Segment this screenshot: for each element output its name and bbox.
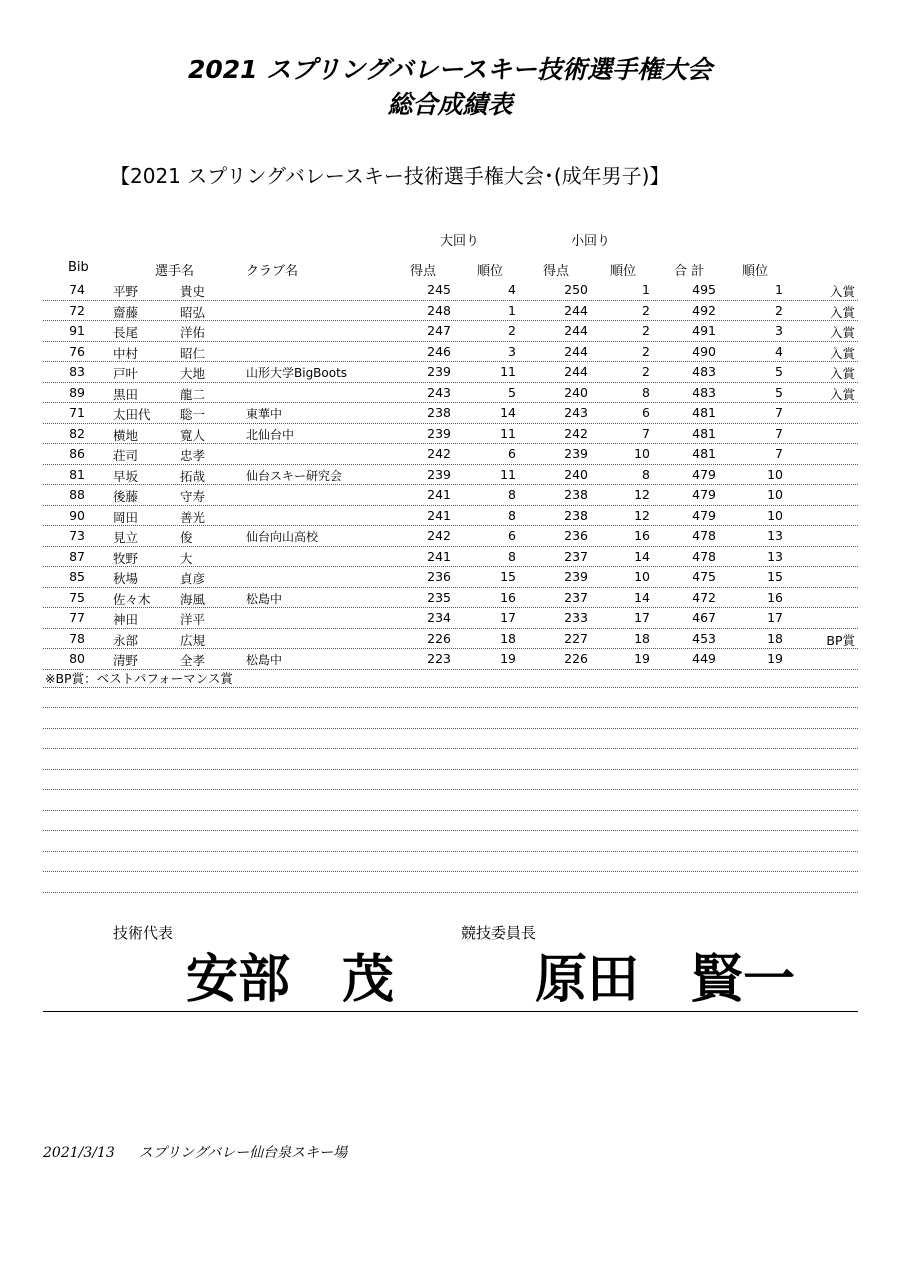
short-turn-header: 小回り — [571, 234, 611, 249]
chief-label: 競技委員長 — [461, 924, 537, 942]
cell-giant-score: 241 — [427, 487, 451, 502]
cell-total: 449 — [692, 651, 716, 666]
cell-short-score: 250 — [564, 282, 588, 297]
cell-bib: 75 — [69, 589, 85, 605]
cell-giant-rank: 6 — [508, 528, 516, 543]
cell-bib: 77 — [69, 610, 85, 625]
cell-giant-rank: 18 — [500, 630, 516, 646]
cell-club: 仙台スキー研究会 — [246, 468, 343, 483]
cell-given-name: 善光 — [180, 509, 206, 525]
note-line — [43, 729, 858, 750]
cell-giant-rank: 15 — [500, 569, 516, 584]
cell-giant-score: 246 — [427, 343, 451, 359]
cell-bib: 82 — [69, 425, 85, 441]
cell-club: 松島中 — [246, 591, 283, 606]
cell-short-score: 240 — [564, 384, 588, 400]
table-row — [43, 547, 858, 568]
cell-giant-score: 239 — [427, 364, 451, 379]
col-header-name: 選手名 — [155, 264, 195, 279]
cell-surname: 秋場 — [113, 571, 139, 586]
cell-surname: 岡田 — [113, 509, 139, 525]
cell-short-score: 244 — [564, 302, 588, 318]
table-row — [43, 506, 858, 527]
cell-short-rank: 2 — [642, 302, 650, 318]
cell-overall-rank: 13 — [767, 528, 783, 543]
cell-short-score: 244 — [564, 343, 588, 359]
cell-giant-rank: 8 — [508, 548, 516, 564]
col-header-score2: 得点 — [543, 264, 570, 279]
chief-name: 原田 賢一 — [535, 949, 796, 1010]
note-line — [43, 749, 858, 770]
cell-club: 山形大学BigBoots — [246, 366, 348, 380]
cell-short-score: 237 — [564, 548, 588, 564]
cell-giant-score: 234 — [427, 610, 451, 625]
cell-bib: 83 — [69, 364, 85, 379]
cell-short-score: 227 — [564, 630, 588, 646]
cell-giant-score: 241 — [427, 507, 451, 523]
technical-delegate-name: 安部 茂 — [186, 949, 395, 1010]
cell-total: 479 — [692, 466, 716, 482]
col-header-total: 合 計 — [674, 264, 705, 279]
cell-overall-rank: 18 — [767, 630, 783, 646]
cell-giant-score: 223 — [427, 651, 451, 666]
cell-giant-rank: 5 — [508, 384, 516, 400]
cell-club: 仙台向山高校 — [246, 530, 319, 544]
cell-overall-rank: 10 — [767, 507, 783, 523]
table-row — [43, 301, 858, 322]
cell-giant-rank: 2 — [508, 323, 516, 338]
cell-overall-rank: 5 — [775, 364, 783, 379]
cell-overall-rank: 5 — [775, 384, 783, 400]
cell-surname: 荘司 — [113, 448, 139, 463]
cell-short-rank: 19 — [634, 651, 650, 666]
table-row — [43, 321, 858, 342]
cell-short-score: 237 — [564, 589, 588, 605]
cell-short-score: 238 — [564, 507, 588, 523]
col-header-rank2: 順位 — [610, 264, 637, 279]
cell-giant-score: 226 — [427, 630, 451, 646]
cell-short-rank: 18 — [634, 630, 650, 646]
footer-date: 2021/3/13 — [43, 1145, 115, 1161]
cell-giant-rank: 11 — [500, 425, 516, 441]
note-line — [43, 708, 858, 729]
cell-short-score: 239 — [564, 446, 588, 461]
note-line — [43, 872, 858, 893]
cell-overall-rank: 19 — [767, 651, 783, 666]
cell-bib: 78 — [69, 630, 85, 646]
cell-short-score: 240 — [564, 466, 588, 482]
results-table — [43, 280, 858, 670]
cell-short-rank: 8 — [642, 466, 650, 482]
category-heading: 【2021 スプリングバレースキー技術選手権大会･(成年男子)】 — [110, 164, 670, 188]
cell-short-score: 233 — [564, 610, 588, 625]
note-line — [43, 770, 858, 791]
col-header-bib: Bib — [68, 260, 89, 275]
cell-surname: 神田 — [113, 612, 139, 627]
col-header-score1: 得点 — [410, 264, 437, 279]
cell-total: 495 — [692, 282, 716, 297]
cell-given-name: 寛人 — [180, 427, 206, 443]
table-row — [43, 608, 858, 629]
cell-short-rank: 7 — [642, 425, 650, 441]
cell-short-rank: 17 — [634, 610, 650, 625]
cell-bib: 71 — [69, 405, 85, 420]
cell-total: 481 — [692, 405, 716, 420]
cell-bib: 87 — [69, 548, 85, 564]
cell-bib: 76 — [69, 343, 85, 359]
note-line — [43, 811, 858, 832]
cell-short-score: 238 — [564, 487, 588, 502]
cell-short-score: 244 — [564, 364, 588, 379]
table-row — [43, 567, 858, 588]
cell-given-name: 聡一 — [180, 407, 206, 422]
cell-giant-score: 241 — [427, 548, 451, 564]
cell-giant-score: 242 — [427, 446, 451, 461]
cell-giant-rank: 19 — [500, 651, 516, 666]
cell-bib: 88 — [69, 487, 85, 502]
cell-surname: 清野 — [113, 653, 139, 668]
cell-award: 入賞 — [829, 386, 855, 402]
table-row — [43, 403, 858, 424]
cell-surname: 牧野 — [113, 550, 139, 566]
cell-given-name: 貞彦 — [180, 571, 206, 586]
cell-short-score: 239 — [564, 569, 588, 584]
cell-total: 478 — [692, 528, 716, 543]
cell-total: 478 — [692, 548, 716, 564]
note-line — [43, 688, 858, 709]
cell-giant-rank: 8 — [508, 487, 516, 502]
footer-venue: スプリングバレー仙台泉スキー場 — [138, 1145, 348, 1161]
cell-giant-score: 235 — [427, 589, 451, 605]
cell-total: 481 — [692, 446, 716, 461]
cell-given-name: 龍二 — [180, 386, 206, 402]
cell-overall-rank: 2 — [775, 302, 783, 318]
cell-giant-rank: 3 — [508, 343, 516, 359]
cell-short-rank: 14 — [634, 589, 650, 605]
cell-giant-rank: 11 — [500, 466, 516, 482]
cell-short-score: 226 — [564, 651, 588, 666]
cell-given-name: 昭弘 — [180, 304, 206, 320]
cell-bib: 86 — [69, 446, 85, 461]
col-header-rank: 順位 — [742, 264, 769, 279]
cell-given-name: 洋佑 — [180, 325, 206, 340]
cell-given-name: 拓哉 — [180, 468, 206, 484]
cell-award: 入賞 — [829, 366, 855, 381]
cell-short-rank: 1 — [642, 282, 650, 297]
cell-overall-rank: 4 — [775, 343, 783, 359]
cell-bib: 72 — [69, 302, 85, 318]
cell-short-rank: 14 — [634, 548, 650, 564]
cell-surname: 中村 — [113, 345, 139, 361]
cell-total: 467 — [692, 610, 716, 625]
cell-given-name: 貴史 — [180, 284, 206, 299]
cell-given-name: 大地 — [180, 366, 206, 381]
cell-given-name: 忠孝 — [180, 448, 206, 463]
cell-given-name: 全孝 — [180, 653, 206, 668]
cell-overall-rank: 7 — [775, 405, 783, 420]
col-header-club: クラブ名 — [246, 264, 299, 279]
technical-delegate-label: 技術代表 — [113, 924, 174, 942]
table-row — [43, 383, 858, 404]
cell-giant-rank: 4 — [508, 282, 516, 297]
cell-short-rank: 2 — [642, 343, 650, 359]
cell-award: 入賞 — [829, 284, 855, 299]
cell-giant-score: 243 — [427, 384, 451, 400]
cell-giant-score: 238 — [427, 405, 451, 420]
cell-overall-rank: 10 — [767, 466, 783, 482]
cell-giant-rank: 17 — [500, 610, 516, 625]
cell-short-rank: 8 — [642, 384, 650, 400]
cell-surname: 永部 — [113, 632, 139, 648]
cell-award: 入賞 — [829, 325, 855, 340]
cell-short-score: 242 — [564, 425, 588, 441]
cell-overall-rank: 13 — [767, 548, 783, 564]
bp-award-note: ※BP賞：ベストパフォーマンス賞 — [45, 671, 233, 686]
cell-short-rank: 16 — [634, 528, 650, 543]
cell-surname: 齋藤 — [113, 304, 139, 320]
cell-award: 入賞 — [829, 304, 855, 320]
table-row — [43, 588, 858, 609]
note-line — [43, 831, 858, 852]
cell-given-name: 守寿 — [180, 489, 206, 504]
cell-overall-rank: 7 — [775, 446, 783, 461]
cell-giant-rank: 14 — [500, 405, 516, 420]
cell-given-name: 俊 — [180, 530, 193, 545]
cell-bib: 89 — [69, 384, 85, 400]
cell-short-rank: 12 — [634, 507, 650, 523]
giant-slalom-header: 大回り — [440, 234, 480, 249]
table-row — [43, 342, 858, 363]
cell-club: 東華中 — [246, 407, 283, 421]
cell-short-rank: 6 — [642, 405, 650, 420]
cell-surname: 黒田 — [113, 386, 139, 402]
table-row — [43, 465, 858, 486]
table-row — [43, 629, 858, 650]
cell-surname: 後藤 — [113, 489, 139, 504]
cell-total: 479 — [692, 487, 716, 502]
cell-total: 472 — [692, 589, 716, 605]
cell-total: 453 — [692, 630, 716, 646]
cell-bib: 73 — [69, 528, 85, 543]
signature-line — [43, 1011, 858, 1012]
cell-total: 483 — [692, 384, 716, 400]
cell-total: 481 — [692, 425, 716, 441]
cell-total: 490 — [692, 343, 716, 359]
cell-surname: 横地 — [113, 427, 139, 443]
table-row — [43, 362, 858, 383]
cell-bib: 81 — [69, 466, 85, 482]
notes-area — [43, 667, 858, 893]
cell-giant-rank: 8 — [508, 507, 516, 523]
table-row — [43, 424, 858, 445]
cell-club: 北仙台中 — [246, 427, 295, 442]
cell-given-name: 昭仁 — [180, 345, 206, 361]
cell-surname: 見立 — [113, 530, 139, 545]
cell-giant-score: 239 — [427, 466, 451, 482]
document-subtitle: 総合成績表 — [387, 90, 513, 119]
table-row — [43, 485, 858, 506]
cell-bib: 91 — [69, 323, 85, 338]
table-row — [43, 280, 858, 301]
table-row — [43, 526, 858, 547]
cell-surname: 早坂 — [113, 468, 139, 484]
cell-giant-rank: 11 — [500, 364, 516, 379]
cell-club: 松島中 — [246, 653, 283, 667]
cell-given-name: 大 — [180, 550, 193, 566]
cell-overall-rank: 3 — [775, 323, 783, 338]
cell-giant-score: 236 — [427, 569, 451, 584]
cell-short-rank: 12 — [634, 487, 650, 502]
cell-bib: 85 — [69, 569, 85, 584]
cell-overall-rank: 17 — [767, 610, 783, 625]
cell-surname: 戸叶 — [113, 366, 139, 381]
cell-overall-rank: 1 — [775, 282, 783, 297]
cell-given-name: 広規 — [180, 632, 206, 648]
cell-award: 入賞 — [829, 345, 855, 361]
cell-giant-rank: 6 — [508, 446, 516, 461]
cell-bib: 80 — [69, 651, 85, 666]
cell-given-name: 海風 — [180, 591, 206, 607]
col-header-rank1: 順位 — [477, 264, 504, 279]
cell-total: 479 — [692, 507, 716, 523]
cell-giant-rank: 1 — [508, 302, 516, 318]
cell-giant-score: 247 — [427, 323, 451, 338]
cell-giant-score: 245 — [427, 282, 451, 297]
cell-short-score: 236 — [564, 528, 588, 543]
cell-overall-rank: 16 — [767, 589, 783, 605]
cell-surname: 平野 — [113, 284, 139, 299]
cell-total: 491 — [692, 323, 716, 338]
document-title: 2021 スプリングバレースキー技術選手権大会 — [187, 55, 713, 84]
cell-short-rank: 10 — [634, 446, 650, 461]
cell-bib: 74 — [69, 282, 85, 297]
note-line — [43, 667, 858, 688]
cell-overall-rank: 7 — [775, 425, 783, 441]
cell-given-name: 洋平 — [180, 612, 206, 627]
cell-surname: 佐々木 — [113, 591, 151, 607]
cell-total: 492 — [692, 302, 716, 318]
cell-short-score: 243 — [564, 405, 588, 420]
cell-giant-score: 242 — [427, 528, 451, 543]
note-line — [43, 852, 858, 873]
footer — [43, 1142, 347, 1162]
cell-surname: 長尾 — [113, 325, 139, 340]
cell-surname: 太田代 — [113, 407, 151, 422]
cell-overall-rank: 15 — [767, 569, 783, 584]
cell-short-score: 244 — [564, 323, 588, 338]
cell-giant-score: 248 — [427, 302, 451, 318]
table-row — [43, 444, 858, 465]
cell-total: 483 — [692, 364, 716, 379]
cell-giant-rank: 16 — [500, 589, 516, 605]
cell-total: 475 — [692, 569, 716, 584]
cell-giant-score: 239 — [427, 425, 451, 441]
cell-short-rank: 2 — [642, 323, 650, 338]
cell-overall-rank: 10 — [767, 487, 783, 502]
cell-award: BP賞 — [826, 632, 855, 648]
cell-short-rank: 2 — [642, 364, 650, 379]
cell-bib: 90 — [69, 507, 85, 523]
note-line — [43, 790, 858, 811]
cell-short-rank: 10 — [634, 569, 650, 584]
